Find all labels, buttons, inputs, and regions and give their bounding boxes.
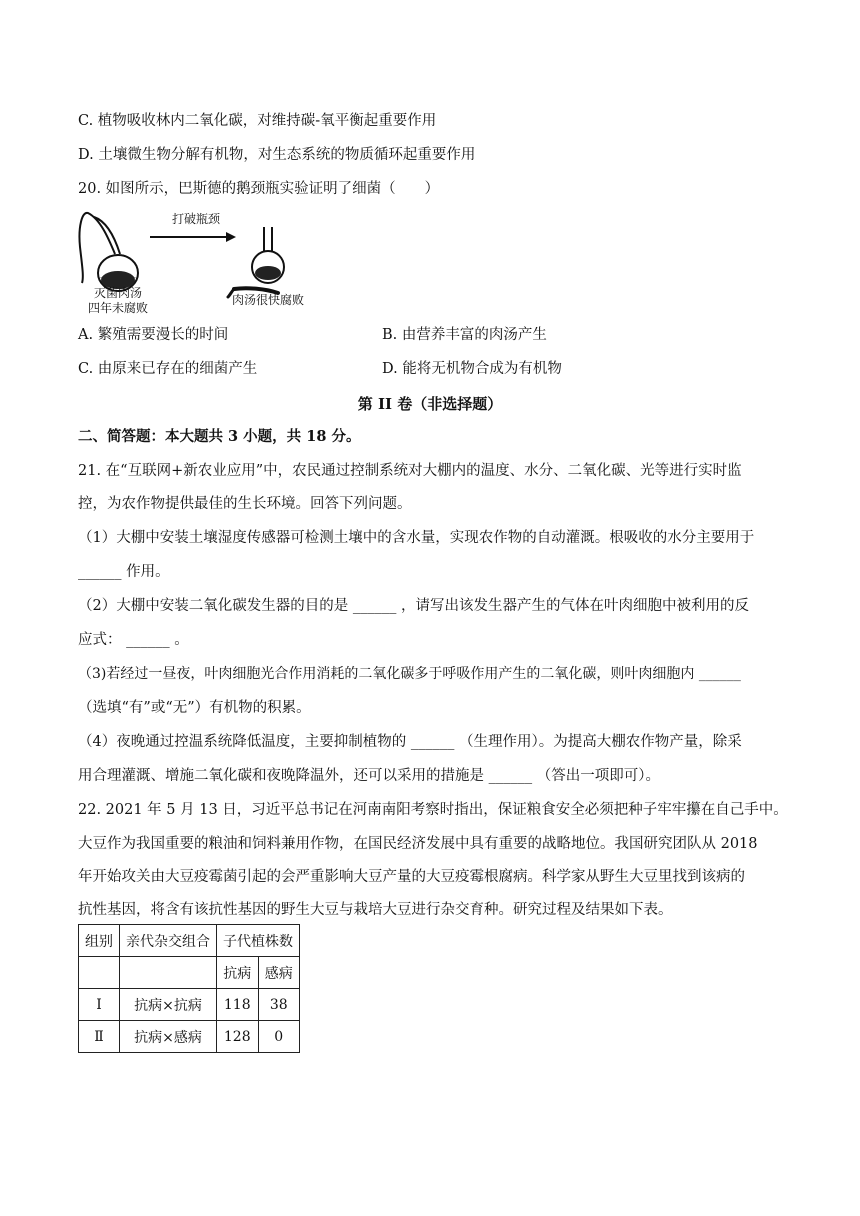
results-table <box>78 924 300 1053</box>
right-flask-label: 肉汤很快腐败 <box>231 293 304 307</box>
empty-cell <box>79 957 120 989</box>
q22-stem-1: 22. 2021 年 5 月 13 日，习近平总书记在河南南阳考察时指出，保证粮食安全必须把种子牢牢攥在自己手中。 <box>78 802 788 818</box>
q20-option-a: A. 繁殖需要漫长的时间 <box>78 327 229 343</box>
q21-part3-1: （3)若经过一昼夜，叶肉细胞光合作用消耗的二氧化碳多于呼吸作用产生的二氧化碳，则叶肉细胞内 ______ <box>78 666 741 682</box>
table-row <box>79 989 300 1021</box>
q21-part1-2: ______ 作用。 <box>78 564 170 580</box>
header-group: 组别 <box>79 925 120 957</box>
q22-stem-2: 大豆作为我国重要的粮油和饲料兼用作物，在国民经济发展中具有重要的战略地位。我国研究团队从 2018 <box>78 836 758 852</box>
q20-option-d: D. 能将无机物合成为有机物 <box>382 361 562 377</box>
part2-title: 第 II 卷（非选择题） <box>357 395 503 413</box>
cell-susceptible: 38 <box>258 989 300 1021</box>
q21-part4-2: 用合理灌溉、增施二氧化碳和夜晚降温外，还可以采用的措施是 ______ （答出一项即可）。 <box>78 768 660 784</box>
cell-cross: 抗病×感病 <box>120 1021 217 1053</box>
q21-part2-1: （2）大棚中安装二氧化碳发生器的目的是 ______ ，请写出该发生器产生的气体在叶肉细胞中被利用的反 <box>78 598 749 614</box>
q21-part1-1: （1）大棚中安装土壤湿度传感器可检测土壤中的含水量，实现农作物的自动灌溉。根吸收的水分主要用于 <box>78 530 755 546</box>
section-heading: 二、简答题：本大题共 3 小题，共 18 分。 <box>78 428 361 445</box>
header-cross: 亲代杂交组合 <box>120 925 217 957</box>
cell-resistant: 128 <box>217 1021 259 1053</box>
arrow-label: 打破瓶颈 <box>171 212 220 226</box>
q21-stem-2: 控，为农作物提供最佳的生长环境。回答下列问题。 <box>78 496 412 512</box>
cell-group: Ⅰ <box>79 989 120 1021</box>
cell-group: Ⅱ <box>79 1021 120 1053</box>
header-susceptible: 感病 <box>258 957 300 989</box>
cell-cross: 抗病×抗病 <box>120 989 217 1021</box>
arrow-head-icon <box>226 232 236 242</box>
table-header-row <box>79 925 300 957</box>
left-flask-label-1: 灭菌肉汤 <box>93 286 142 300</box>
q21-part4-1: （4）夜晚通过控温系统降低温度，主要抑制植物的 ______ （生理作用）。为提高大棚农作物产量，除采 <box>78 734 742 750</box>
q20-option-b: B. 由营养丰富的肉汤产生 <box>382 327 547 343</box>
cell-resistant: 118 <box>217 989 259 1021</box>
q22-stem-3: 年开始攻关由大豆疫霉菌引起的会严重影响大豆产量的大豆疫霉根腐病。科学家从野生大豆里找到该病的 <box>78 869 745 885</box>
empty-cell <box>120 957 217 989</box>
table-row <box>79 1021 300 1053</box>
q21-stem-1: 21. 在“互联网+新农业应用”中，农民通过控制系统对大棚内的温度、水分、二氧化碳、光等进行实时监 <box>78 463 742 479</box>
cell-susceptible: 0 <box>258 1021 300 1053</box>
q19-option-c: C. 植物吸收林内二氧化碳，对维持碳-氧平衡起重要作用 <box>78 113 437 129</box>
header-resistant: 抗病 <box>217 957 259 989</box>
q22-stem-4: 抗性基因，将含有该抗性基因的野生大豆与栽培大豆进行杂交育种。研究过程及结果如下表。 <box>78 902 673 918</box>
left-flask-label-2: 四年未腐败 <box>87 301 148 315</box>
q20-stem: 20. 如图所示，巴斯德的鹅颈瓶实验证明了细菌（ ） <box>78 181 440 197</box>
q20-option-c: C. 由原来已存在的细菌产生 <box>78 361 258 377</box>
table-subheader-row <box>79 957 300 989</box>
pasteur-flask-figure <box>78 207 318 319</box>
header-offspring: 子代植株数 <box>217 925 300 957</box>
q21-part2-2: 应式： ______ 。 <box>78 632 189 648</box>
q21-part3-2: （选填“有”或“无”）有机物的积累。 <box>78 700 311 716</box>
q19-option-d: D. 土壤微生物分解有机物，对生态系统的物质循环起重要作用 <box>78 147 476 163</box>
